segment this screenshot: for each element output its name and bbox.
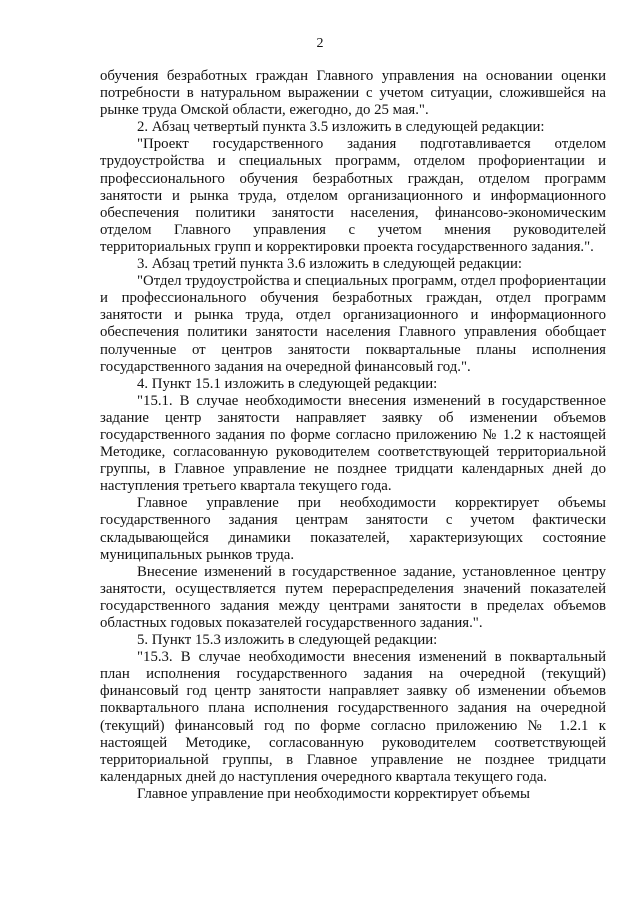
paragraph: 4. Пункт 15.1 изложить в следующей редакции: xyxy=(137,375,438,392)
paragraph: Внесение изменений в государственное задание, установленное центру занятости, осуществляется путем перераспределения значений показателей государственного задания между центрами занятости в пределах объемов областных годовых показателей государственного задания.". xyxy=(100,563,606,631)
paragraph: Главное управление при необходимости корректирует объемы государственного задания центрам занятости с учетом фактически складывающейся динамики показателей, характеризующих состояние муниципальных рынков труда. xyxy=(100,495,606,563)
page-number: 2 xyxy=(316,36,324,51)
paragraph: Главное управление при необходимости корректирует объемы xyxy=(137,785,530,802)
paragraph: "Отдел трудоустройства и специальных программ, отдел профориентации и профессионального обучения безработных граждан, отдел программ занятости и рынка труда, отдел организационного и информационного обеспечения политики занятости населения Главного управления обобщает полученные от центров занятости поквартальные планы исполнения государственного задания на очередной финансовый год.". xyxy=(100,273,606,375)
paragraph: "15.1. В случае необходимости внесения изменений в государственное задание центр занятости направляет заявку об изменении объемов государственного задания по форме согласно приложению № 1.2 к настоящей Методике, согласованную руководителем соответствующей территориальной группы, в Главное управление не позднее тридцати календарных дней до наступления третьего квартала текущего года. xyxy=(100,392,606,495)
paragraph: 3. Абзац третий пункта 3.6 изложить в следующей редакции: xyxy=(137,256,522,273)
paragraph: 2. Абзац четвертый пункта 3.5 изложить в следующей редакции: xyxy=(137,119,545,136)
paragraph: 5. Пункт 15.3 изложить в следующей редакции: xyxy=(137,632,438,649)
paragraph: "15.3. В случае необходимости внесения изменений в поквартальный план исполнения государственного задания на очередной (текущий) финансовый год центр занятости направляет заявку об изменении объемов поквартального плана исполнения государственного задания на очередной (текущий) финансовый год по форме согласно приложению № 1.2.1 к настоящей Методике, согласованную руководителем соответствующей территориальной группы, в Главное управление не позднее тридцати календарных дней до наступления очередного квартала текущего года. xyxy=(100,649,606,785)
document-body xyxy=(100,68,606,803)
paragraph: "Проект государственного задания подготавливается отделом трудоустройства и специальных программ, отделом профориентации и профессионального обучения безработных граждан, отделом программ занятости и рынка труда, отделом организационного и информационного обеспечения политики занятости населения, финансово-экономическим отделом Главного управления с учетом мнения руководителей территориальных групп и корректировки проекта государственного задания.". xyxy=(100,136,606,255)
paragraph: обучения безработных граждан Главного управления на основании оценки потребности в натуральном выражении с учетом ситуации, сложившейся на рынке труда Омской области, ежегодно, до 25 мая.". xyxy=(100,68,606,119)
